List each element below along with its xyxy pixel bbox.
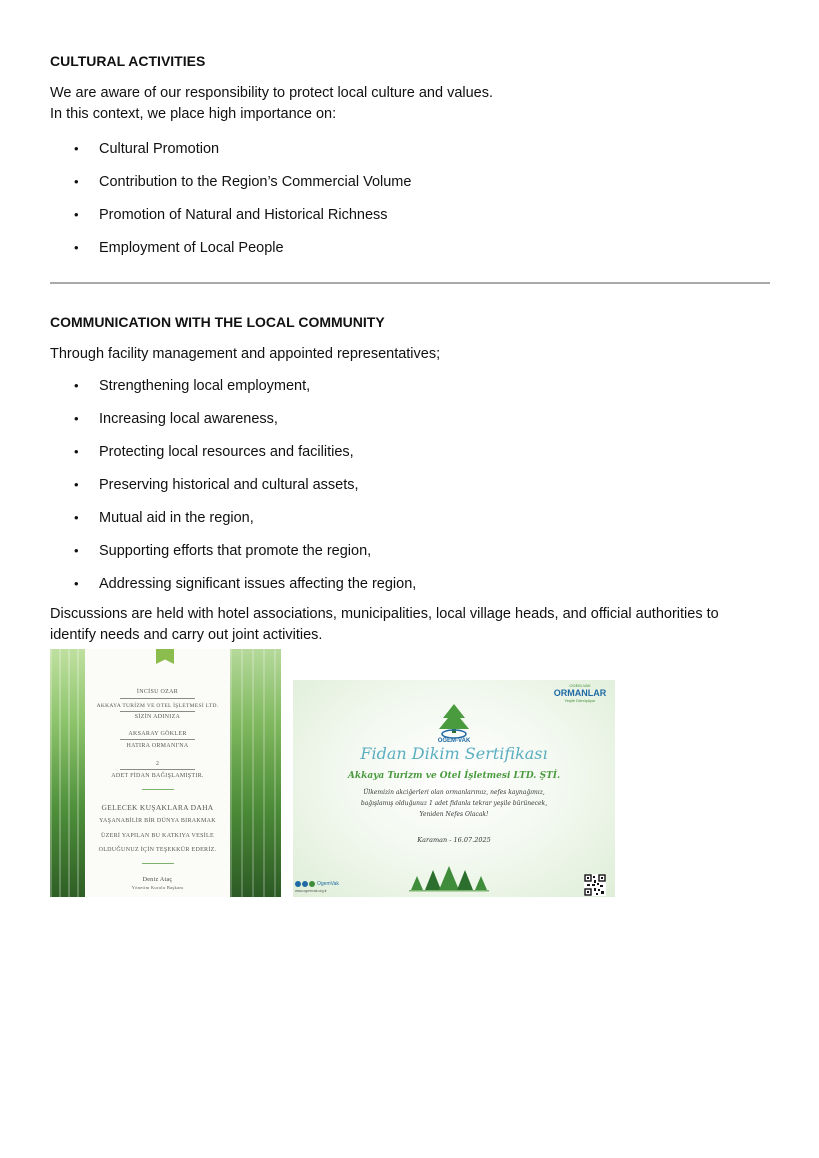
- cert1-rule: [120, 739, 195, 740]
- cert1-green-rule: [142, 863, 174, 864]
- cert1-green-rule: [142, 789, 174, 790]
- cert1-on-behalf: SİZİN ADINIZA: [134, 714, 181, 720]
- cert2-footer-org: OgemVak: [317, 881, 339, 887]
- cert1-donated: ADET FİDAN BAĞIŞLAMIŞTIR.: [111, 773, 204, 779]
- cert1-rule: [120, 711, 195, 712]
- cultural-intro-line-1: We are aware of our responsibility to protect local culture and values.: [50, 85, 494, 101]
- cultural-list: [50, 140, 770, 257]
- list-item: • Addressing significant issues affecting the region,: [50, 575, 770, 593]
- cert1-message-line: GELECEK KUŞAKLARA DAHA: [101, 803, 214, 812]
- cert2-title: Fidan Dikim Sertifikası: [360, 744, 548, 763]
- community-list: [50, 377, 770, 593]
- cert1-message-line: YAŞANABİLİR BİR DÜNYA BIRAKMAK: [99, 818, 216, 824]
- cert2-company: Akkaya Turizm ve Otel İşletmesi LTD. ŞTİ.: [347, 771, 561, 781]
- cultural-activities-heading: CULTURAL ACTIVITIES: [50, 53, 206, 69]
- cert1-recipient: İNCİSU OZAR: [136, 689, 179, 695]
- cert2-footer-url: www.ogemvak.org.tr: [295, 889, 327, 893]
- list-item: • Supporting efforts that promote the region,: [50, 542, 770, 560]
- cert1-company: AKKAYA TURİZM VE OTEL İŞLETMESİ LTD.: [96, 703, 219, 709]
- cert2-footer-logo: [295, 881, 339, 887]
- document-page: [50, 52, 770, 646]
- list-item: • Contribution to the Region’s Commercial Volume: [50, 173, 770, 191]
- community-heading: COMMUNICATION WITH THE LOCAL COMMUNITY: [50, 314, 385, 330]
- cert1-forest-name: AKSARAY GÖKLER: [128, 731, 187, 737]
- bamboo-border-right: [230, 649, 281, 897]
- badge-main-text: ORMANLAR: [553, 688, 607, 698]
- cert1-signatory: Deniz Ataç: [142, 877, 173, 883]
- cert1-count: 2: [155, 761, 160, 767]
- list-item: • Promotion of Natural and Historical Richness: [50, 206, 770, 224]
- cert1-message-line: OLDUĞUNUZ İÇİN TEŞEKKÜR EDERİZ.: [98, 847, 217, 853]
- list-item: • Increasing local awareness,: [50, 410, 770, 428]
- cert1-signatory-title: Yönetim Kurulu Başkanı: [131, 885, 184, 890]
- ogemvak-footer-icon: [295, 881, 315, 887]
- cert1-rule: [120, 698, 195, 699]
- list-item: • Employment of Local People: [50, 239, 770, 257]
- community-closing-line-2: identify needs and carry out joint activities.: [50, 627, 323, 643]
- sapling-planting-certificate-image: [293, 680, 615, 897]
- cert2-body-line-3: Yeniden Nefes Olacak!: [419, 811, 489, 818]
- bamboo-border-left: [50, 649, 85, 897]
- cert1-message-line: ÜZERİ YAPILAN BU KATKIYA VESİLE: [101, 833, 214, 839]
- community-closing-line-1: Discussions are held with hotel associations, municipalities, local village heads, and official authorities to: [50, 606, 719, 622]
- ormanlar-badge: [548, 683, 612, 704]
- cert2-place-date: Karaman - 16.07.2025: [417, 836, 491, 844]
- forest-donation-certificate-image: [50, 649, 281, 897]
- badge-sub-text: Yeşile Dönüşüyor: [564, 698, 596, 703]
- cert2-body-line-1: Ülkemizin akciğerleri olan ormanlarımız, nefes kaynağımız,: [363, 789, 545, 796]
- cert1-forest-label: HATIRA ORMANI'NA: [126, 743, 189, 749]
- list-item: • Protecting local resources and facilities,: [50, 443, 770, 461]
- cert2-body-line-2: bağışlamış olduğunuz 1 adet fidanla tekrar yeşile bürünecek,: [360, 800, 548, 807]
- list-item: • Strengthening local employment,: [50, 377, 770, 395]
- section-divider: [50, 282, 770, 284]
- ogemvak-tree-logo-icon: [429, 702, 479, 742]
- qr-code-icon: [584, 874, 606, 896]
- community-intro: Through facility management and appointed representatives;: [50, 346, 441, 362]
- list-item: • Mutual aid in the region,: [50, 509, 770, 527]
- list-item: • Preserving historical and cultural assets,: [50, 476, 770, 494]
- cultural-intro-line-2: In this context, we place high importance on:: [50, 106, 337, 122]
- trees-illustration-icon: [409, 866, 489, 894]
- cert1-rule: [120, 769, 195, 770]
- cert2-org-name: OGEM-VAK: [437, 738, 471, 744]
- list-item: • Cultural Promotion: [50, 140, 770, 158]
- badge-top-text: OGEM-VAK: [569, 683, 591, 688]
